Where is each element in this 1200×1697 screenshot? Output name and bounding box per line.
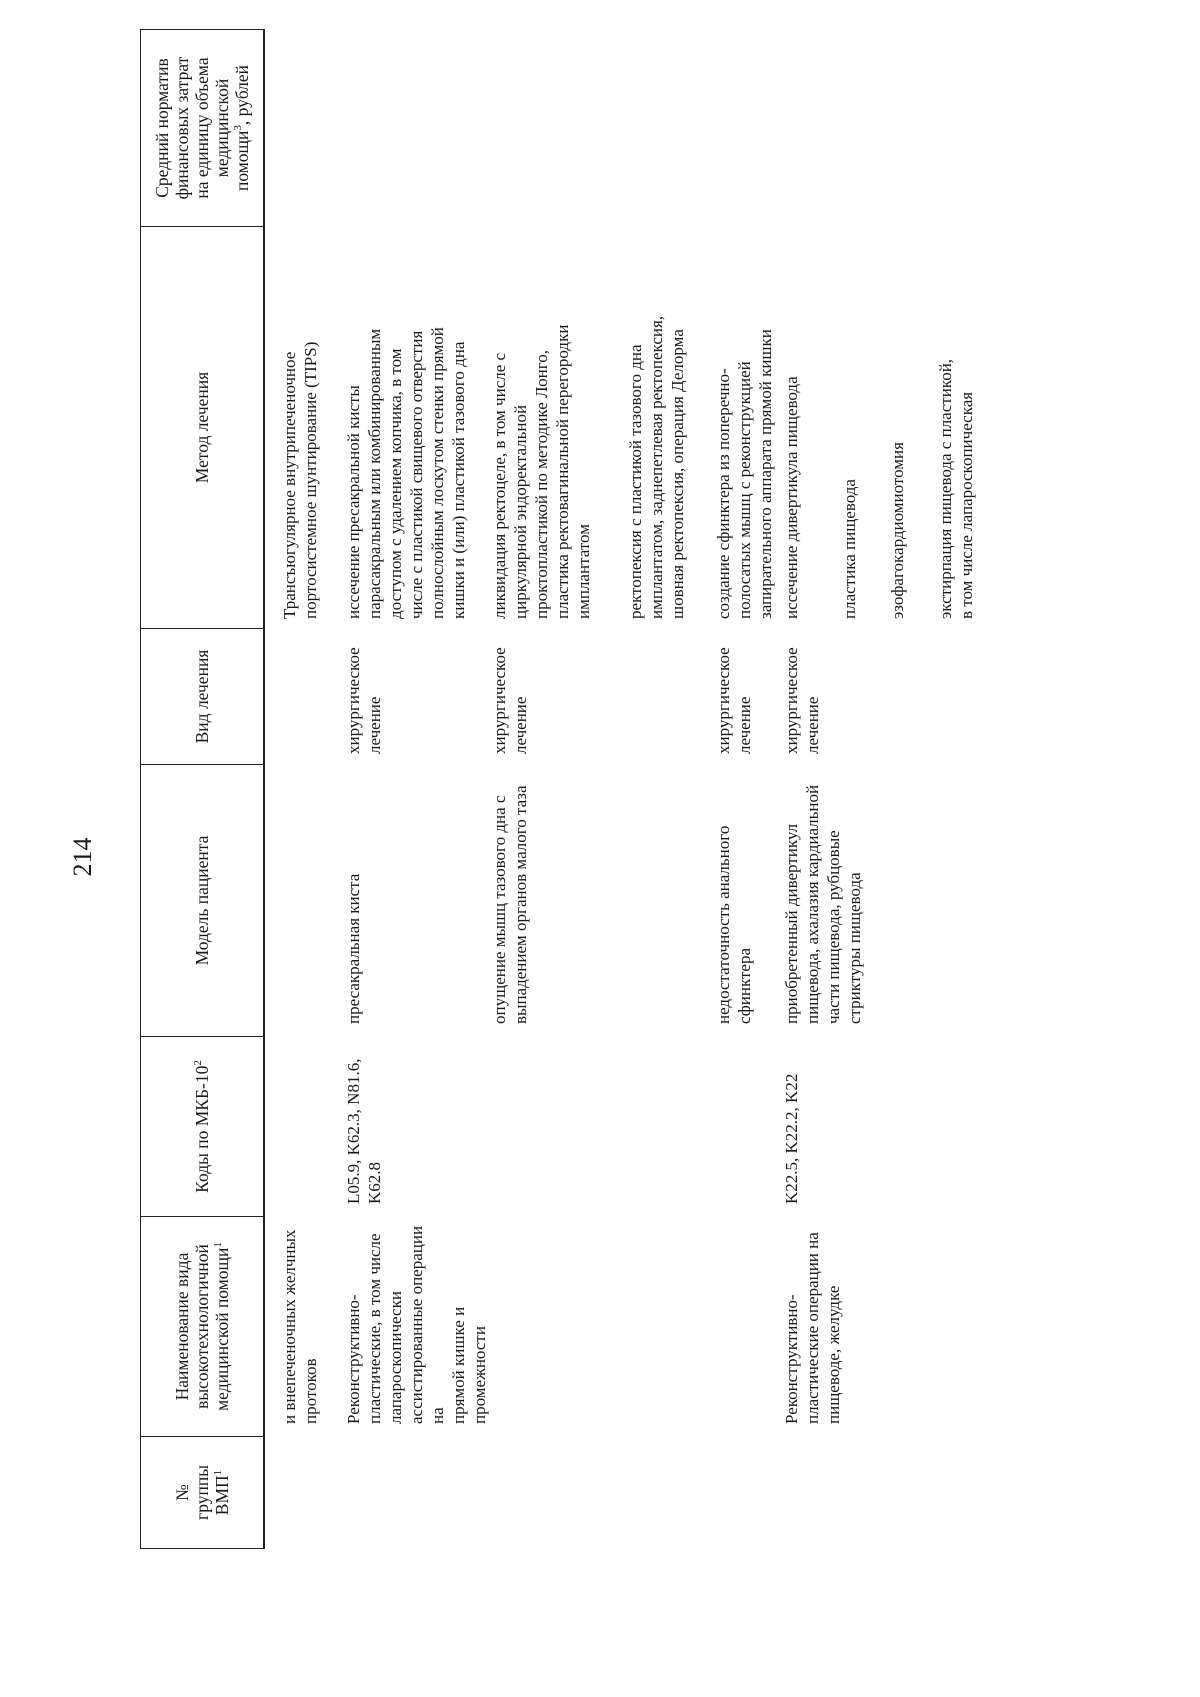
table-cell-method: Трансъюгулярное внутрипеченочное портосистемное шунтирование (TIPS) (280, 341, 320, 619)
header-patient-model: Модель пациента (141, 764, 263, 1036)
table-cell-type: хирургическое лечение (490, 647, 530, 754)
header-group-number: № группы ВМП$^1$ (141, 1436, 263, 1548)
table-cell-method: экстирпация пищевода с пластикой, в том числе лапароскопическая (936, 358, 976, 619)
table-cell-method: пластика пищевода (840, 479, 859, 619)
table-cell-model: недостаточность анального сфинктера (714, 825, 754, 1024)
table-header (140, 29, 265, 1549)
header-icd-codes: Коды по МКБ-$10^2$ (141, 1036, 263, 1216)
header-treatment-method: Метод лечения (141, 226, 263, 628)
table-cell-method: ректопексия с пластикой тазового дна имплантатом, заднепетлевая ректопексия, шовная ректопексия, операция Делорма (626, 315, 687, 619)
table-cell-method: иссечение дивертикула пищевода (782, 376, 801, 619)
table-cell-model: пресакральная киста (344, 873, 363, 1024)
header-care-type-name: Наименование вида высокотехнологичной медицинской помощи$^1$ (141, 1216, 263, 1436)
table-cell-type: хирургическое лечение (344, 647, 384, 754)
table-cell-type: хирургическое лечение (782, 647, 822, 754)
table-cell-model: опущение мышц тазового дна с выпадением органов малого таза (490, 785, 530, 1024)
table-cell-name: Реконструктивно- пластические, в том числе лапароскопически ассистированные операции на прямой кишке и промежности (344, 1225, 489, 1424)
table-body (265, 29, 1165, 1549)
table-cell-model: приобретенный дивертикул пищевода, ахалазия кардиальной части пищевода, рубцовые стриктуры пищевода (782, 784, 864, 1024)
header-treatment-type: Вид лечения (141, 628, 263, 764)
table-cell-codes: L05.9, K62.3, N81.6, K62.8 (344, 1058, 384, 1204)
header-cost-norm: Средний норматив финансовых затрат на единицу объема медицинской помощи$^3$, рублей (151, 56, 253, 200)
page-number: 214 (68, 837, 97, 877)
table-cell-method: эзофагокардиомиотомия (888, 442, 907, 619)
table-cell-type: хирургическое лечение (714, 647, 754, 754)
table-cell-method: создание сфинктера из поперечно- полосатых мышц с реконструкцией запирательного аппарата прямой кишки (714, 329, 775, 619)
table-cell-name: Реконструктивно- пластические операции на пищеводе, желудке (782, 1232, 843, 1424)
table-cell-name: и внепеченочных желчных протоков (280, 1229, 320, 1424)
table-cell-method: ликвидация ректоцеле, в том числе с циркулярной эндоректальной проктопластикой по методике Лонго, пластика ректовагинальной перегородки имплантатом (490, 324, 593, 619)
table-cell-method: иссечение пресакральной кисты парасакральным или комбинированным доступом с удалением копчика, в том числе с пластикой свищевого отверстия полнослойным лоскутом стенки прямой кишки и (или) пластикой тазового дна (344, 327, 468, 619)
table-cell-codes: K22.5, K22.2, K22 (782, 1073, 801, 1204)
